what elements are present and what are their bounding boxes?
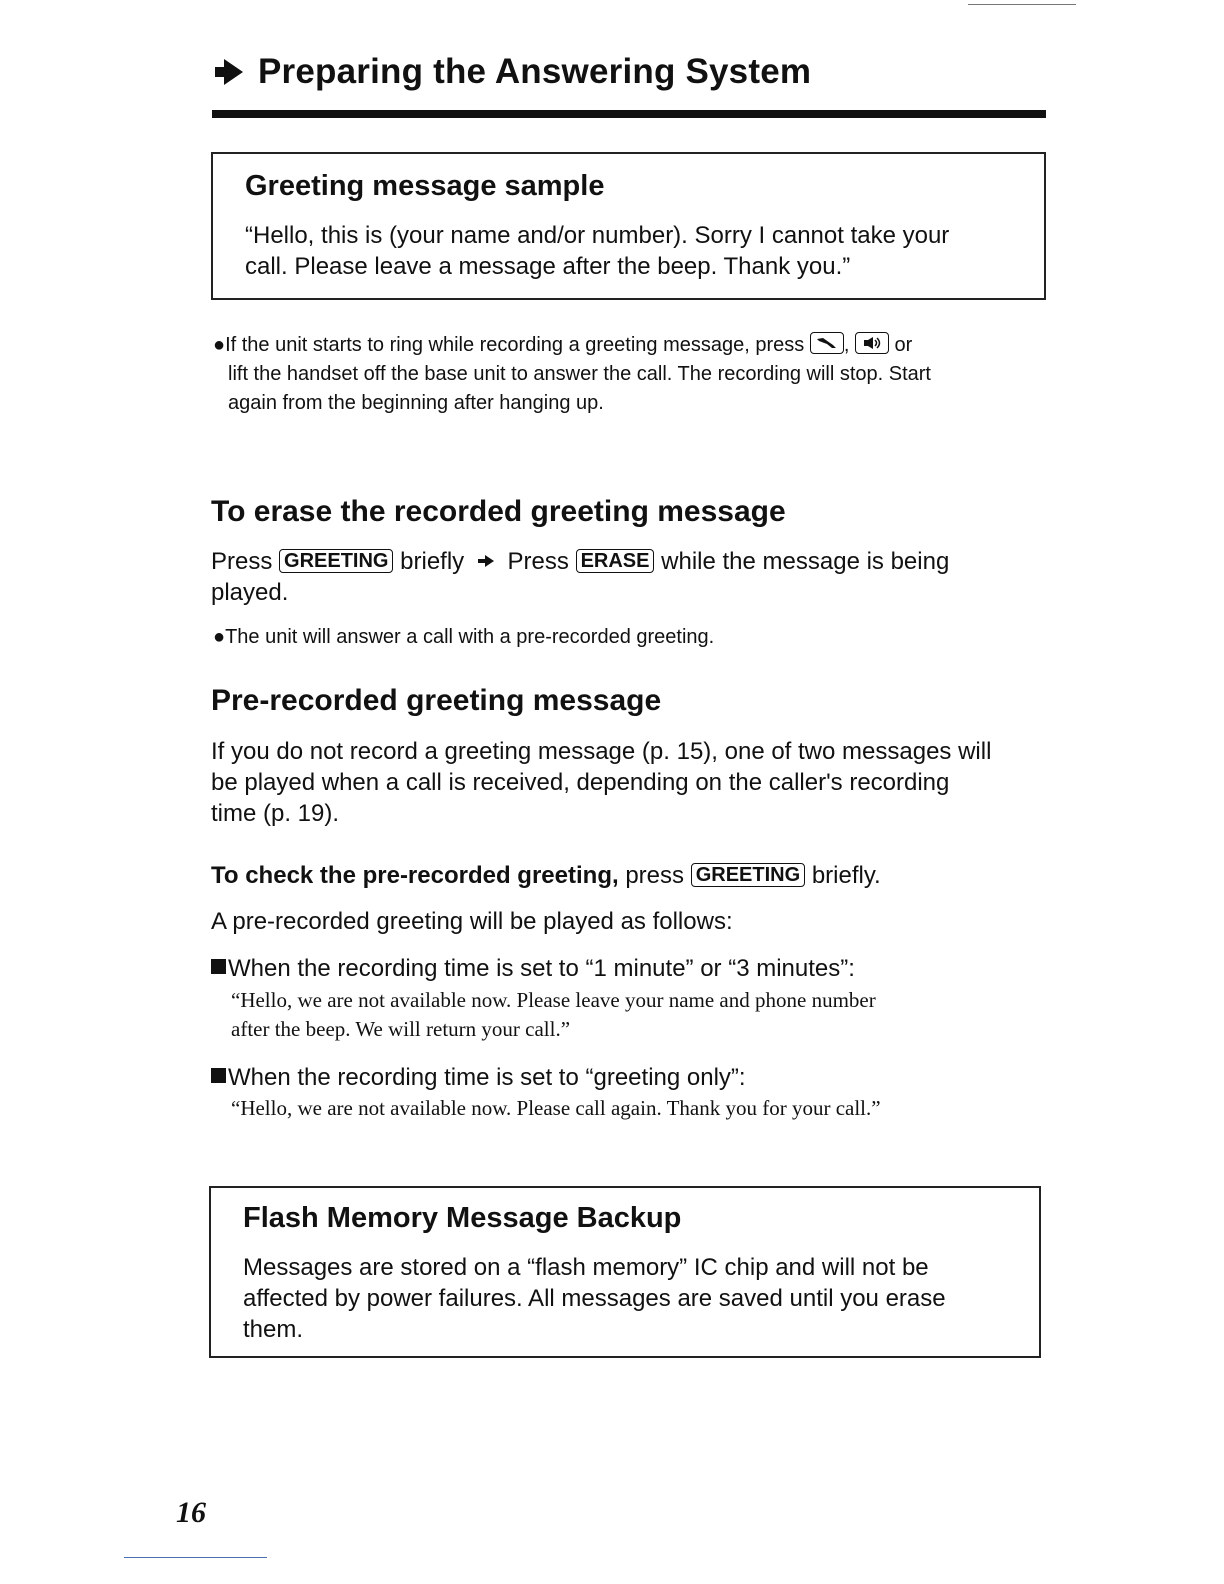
- erase-rest-text: while the message is being: [661, 548, 950, 575]
- case-1-label: [211, 953, 855, 984]
- ring-note-line-3: again from the beginning after hanging up.: [228, 392, 604, 414]
- speakerphone-icon: [860, 336, 884, 350]
- greeting-key: GREETING: [279, 549, 393, 573]
- erase-instruction-line-1: [211, 546, 949, 577]
- top-edge-rule: [968, 4, 1076, 5]
- case-1-label-text: When the recording time is set to “1 minute” or “3 minutes”:: [228, 955, 855, 982]
- flash-memory-line-1: Messages are stored on a “flash memory” IC chip and will not be: [243, 1254, 929, 1281]
- speakerphone-key: [855, 332, 889, 354]
- greeting-sample-box: [211, 152, 1046, 300]
- greeting-sample-heading: Greeting message sample: [245, 170, 605, 202]
- case-2-label-text: When the recording time is set to “greeting only”:: [228, 1064, 746, 1091]
- erase-press-text-2: Press: [507, 548, 569, 575]
- ring-note-comma: ,: [843, 334, 850, 356]
- ring-note-line-2: lift the handset off the base unit to answer the call. The recording will stop. Start: [228, 363, 931, 385]
- ring-note-line-1: [213, 331, 912, 360]
- talk-handset-icon: [815, 336, 839, 350]
- erase-key: ERASE: [576, 549, 655, 573]
- flash-memory-box: [209, 1186, 1041, 1358]
- check-greeting-line: [211, 860, 881, 891]
- case-1-message-line-1: “Hello, we are not available now. Please leave your name and phone number: [231, 988, 876, 1012]
- ring-note-text: ●If the unit starts to ring while recording a greeting message, press: [213, 334, 805, 356]
- page-number: 16: [176, 1496, 206, 1529]
- flash-memory-line-2: affected by power failures. All messages are saved until you erase: [243, 1285, 946, 1312]
- greeting-key-2: GREETING: [691, 863, 805, 887]
- flash-memory-heading: Flash Memory Message Backup: [243, 1202, 682, 1234]
- erase-briefly-text: briefly: [400, 548, 465, 575]
- bottom-edge-rule: [124, 1557, 267, 1558]
- prerecorded-line-1: If you do not record a greeting message (p. 15), one of two messages will: [211, 738, 992, 765]
- bullet-square-icon: [211, 1068, 226, 1083]
- prerecorded-line-3: time (p. 19).: [211, 800, 340, 827]
- greeting-sample-line-1: “Hello, this is (your name and/or number). Sorry I cannot take your: [245, 222, 950, 249]
- check-press-text: press: [625, 862, 685, 889]
- case-2-message: “Hello, we are not available now. Please call again. Thank you for your call.”: [231, 1096, 881, 1120]
- talk-key: [810, 332, 844, 354]
- erase-instruction-line-2: played.: [211, 579, 289, 606]
- case-2-label: [211, 1062, 746, 1093]
- prerecorded-line-2: be played when a call is received, depending on the caller's recording: [211, 769, 950, 796]
- ring-note-or: or: [894, 334, 913, 356]
- bullet-square-icon: [211, 959, 226, 974]
- erase-press-text: Press: [211, 548, 273, 575]
- page-title-row: [212, 52, 811, 92]
- greeting-sample-line-2: call. Please leave a message after the beep. Thank you.”: [245, 253, 851, 280]
- next-step-arrow-icon: [477, 554, 495, 568]
- erase-note: ●The unit will answer a call with a pre-recorded greeting.: [213, 626, 715, 648]
- section-arrow-icon: [212, 55, 246, 89]
- title-underline-bar: [212, 110, 1046, 118]
- check-briefly-text: briefly.: [811, 862, 881, 889]
- case-1-message-line-2: after the beep. We will return your call.”: [231, 1017, 571, 1041]
- prerecorded-heading: Pre-recorded greeting message: [211, 684, 662, 717]
- page-title: Preparing the Answering System: [258, 52, 812, 91]
- follows-line: A pre-recorded greeting will be played as follows:: [211, 908, 733, 935]
- check-greeting-bold: To check the pre-recorded greeting,: [211, 862, 619, 889]
- flash-memory-line-3: them.: [243, 1316, 304, 1343]
- erase-greeting-heading: To erase the recorded greeting message: [211, 495, 786, 528]
